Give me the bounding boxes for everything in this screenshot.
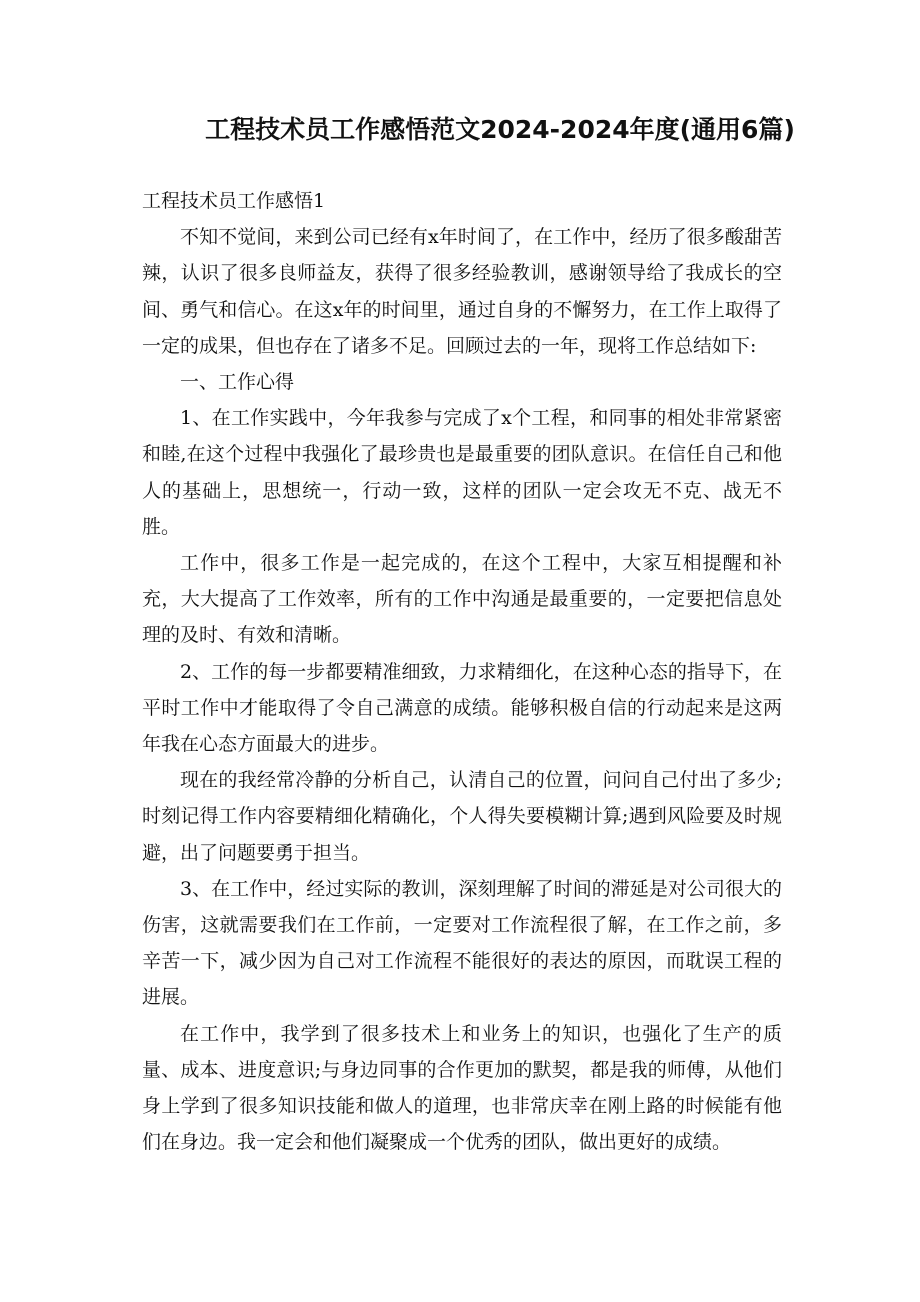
paragraph-point-3: 3、在工作中，经过实际的教训，深刻理解了时间的滞延是对公司很大的伤害，这就需要我们在工作前，一定要对工作流程很了解，在工作之前，多辛苦一下，减少因为自己对工作流程不能很好的表达的原因，而耽误工程的进展。 xyxy=(142,877,782,1009)
paragraph-point-2: 2、工作的每一步都要精准细致，力求精细化，在这种心态的指导下，在平时工作中才能取得了令自己满意的成绩。能够积极自信的行动起来是这两年我在心态方面最大的进步。 xyxy=(142,660,782,756)
document-title: 工程技术员工作感悟范文2024-2024年度(通用6篇) xyxy=(205,115,795,144)
paragraph-intro: 不知不觉间，来到公司已经有x年时间了，在工作中，经历了很多酸甜苦辣，认识了很多良师益友，获得了很多经验教训，感谢领导给了我成长的空间、勇气和信心。在这x年的时间里，通过自身的不懈努力，在工作上取得了一定的成果，但也存在了诸多不足。回顾过去的一年，现将工作总结如下: xyxy=(142,226,782,357)
subheading-work-experience: 一、工作心得 xyxy=(180,371,295,394)
paragraph-teamwork: 工作中，很多工作是一起完成的，在这个工程中，大家互相提醒和补充，大大提高了工作效率，所有的工作中沟通是最重要的，一定要把信息处理的及时、有效和清晰。 xyxy=(142,552,782,647)
section-heading: 工程技术员工作感悟1 xyxy=(142,190,326,212)
paragraph-self-analysis: 现在的我经常冷静的分析自己，认清自己的位置，问问自己付出了多少;时刻记得工作内容要精细化精确化，个人得失要模糊计算;遇到风险要及时规避，出了问题要勇于担当。 xyxy=(142,769,782,864)
document-body xyxy=(142,183,782,1160)
paragraph-learning: 在工作中，我学到了很多技术上和业务上的知识，也强化了生产的质量、成本、进度意识;与身边同事的合作更加的默契，都是我的师傅，从他们身上学到了很多知识技能和做人的道理，也非常庆幸在刚上路的时候能有他们在身边。我一定会和他们凝聚成一个优秀的团队，做出更好的成绩。 xyxy=(142,1022,782,1154)
paragraph-point-1: 1、在工作实践中，今年我参与完成了x个工程，和同事的相处非常紧密和睦,在这个过程中我强化了最珍贵也是最重要的团队意识。在信任自己和他人的基础上，思想统一，行动一致，这样的团队一定会攻无不克、战无不胜。 xyxy=(142,407,782,538)
